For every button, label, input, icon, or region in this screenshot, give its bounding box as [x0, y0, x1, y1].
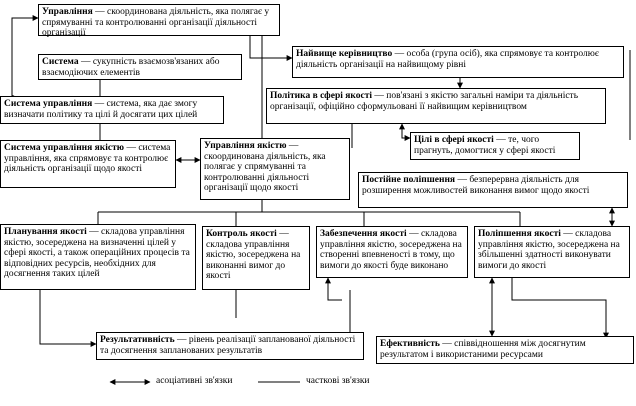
def-continual-improvement: — безперервна діяльність для розширення можливостей виконання вимог щодо якості [362, 175, 590, 196]
term-continual-improvement: Постійне поліпшення [362, 175, 456, 185]
term-system: Система [42, 57, 79, 67]
term-quality-objectives: Цілі в сфері якості [414, 135, 494, 145]
box-quality-objectives [410, 132, 580, 160]
box-continual-improvement [358, 172, 628, 208]
term-quality-control: Контроль якості [206, 229, 277, 239]
box-quality-planning [0, 224, 196, 290]
def-management: — скоординована діяльність, яка полягає у спрямуванні та контролюванні організації діяльності організації [42, 7, 270, 38]
def-efficiency: — співвідношення між досягнутим результатом і використаними ресурсами [380, 339, 586, 360]
term-quality-improvement: Поліпшення якості [478, 229, 561, 239]
term-top-management: Найвище керівництво [296, 49, 393, 59]
box-system [38, 54, 242, 80]
box-efficiency [376, 336, 634, 364]
def-top-management: — особа (група осіб), яка спрямовує та контролює діяльність організації на найвищому рівні [296, 49, 599, 70]
box-quality-management [200, 138, 350, 200]
def-quality-assurance: — складова управління якістю, зосереджена на створенні впевненості в тому, що вимоги до якості буде виконано [320, 229, 462, 271]
box-quality-improvement [474, 226, 630, 278]
box-management-system [0, 96, 224, 124]
def-quality-improvement: — складова управління якістю, зосереджена на збільшенні здатності виконувати вимоги до якості [478, 229, 620, 271]
box-management [38, 4, 280, 36]
term-quality-management: Управління якістю [204, 141, 287, 151]
def-quality-policy: — пов'язані з якістю загальні наміри та діяльність організації, офіційно сформульовані її найвищим керівництвом [270, 91, 579, 112]
box-qms [0, 140, 176, 188]
def-quality-planning: — складова управління якістю, зосереджена на визначенні цілей у сфері якості, а також операційних процесів та відповідних ресурсів, необхідних для досягнення таких цілей [4, 227, 190, 279]
term-management-system: Система управління [4, 99, 93, 109]
box-quality-control [202, 226, 310, 290]
def-quality-management: — скоординована діяльність, яка полягає у спрямуванні та контролюванні діяльності організації щодо якості [204, 141, 326, 193]
term-qms: Система управління якістю [4, 143, 125, 153]
term-management: Управління [42, 7, 93, 17]
term-quality-policy: Політика в сфері якості [270, 91, 373, 101]
legend-partial-label: часткові зв'язки [306, 376, 370, 386]
def-management-system: — система, яка дає змогу визначати політику та цілі й досягати цих цілей [4, 99, 198, 120]
def-quality-control: — складова управління якістю, зосереджена на виконанні вимог до якості [206, 229, 301, 281]
box-quality-assurance [316, 226, 468, 278]
box-top-management [292, 46, 624, 78]
term-efficiency: Ефективність [380, 339, 440, 349]
box-effectiveness [96, 332, 364, 360]
term-quality-assurance: Забезпечення якості [320, 229, 407, 239]
legend-associative-label: асоціативні зв'язки [156, 376, 233, 386]
term-quality-planning: Планування якості [4, 227, 87, 237]
term-effectiveness: Результативність [100, 335, 175, 345]
def-quality-objectives: — те, чого прагнуть, домогтися у сфері якості [414, 135, 556, 156]
def-system: — сукупність взаємозв'язаних або взаємодіючих елементів [42, 57, 220, 78]
def-qms: — система управління, яка спрямовує та контролює діяльність організації щодо якості [4, 143, 171, 174]
box-quality-policy [266, 88, 606, 124]
def-effectiveness: — рівень реалізації запланованої діяльності та досягнення запланованих результатів [100, 335, 356, 356]
